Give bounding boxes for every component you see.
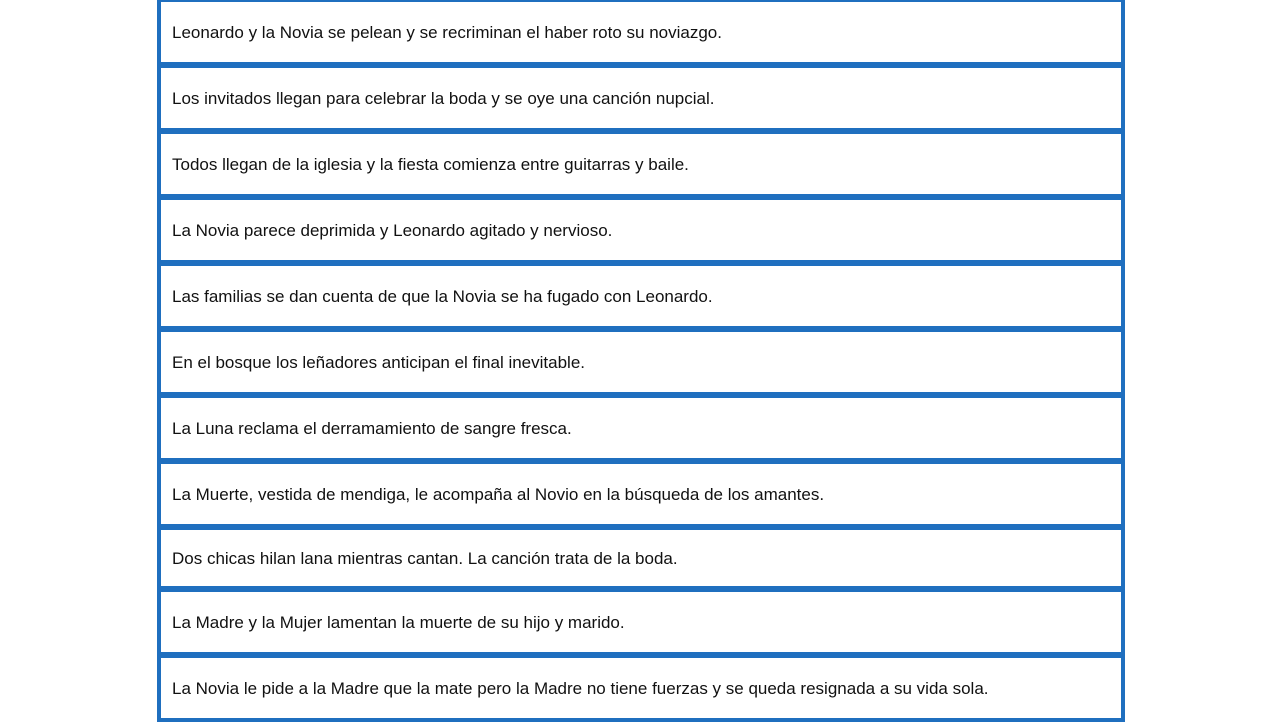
strip-3[interactable] (157, 130, 1125, 198)
strip-11[interactable] (157, 654, 1125, 722)
strip-text: Los invitados llegan para celebrar la boda y se oye una canción nupcial. (172, 89, 715, 108)
strip-9[interactable] (157, 526, 1125, 590)
sorting-strips-board (157, 0, 1125, 720)
strip-2[interactable] (157, 64, 1125, 132)
strip-6[interactable] (157, 328, 1125, 396)
strip-5[interactable] (157, 262, 1125, 330)
strip-text: Todos llegan de la iglesia y la fiesta comienza entre guitarras y baile. (172, 155, 689, 174)
strip-1[interactable] (157, 0, 1125, 66)
strip-text: La Luna reclama el derramamiento de sangre fresca. (172, 419, 572, 438)
strip-text: La Madre y la Mujer lamentan la muerte de su hijo y marido. (172, 613, 625, 632)
strip-text: La Novia parece deprimida y Leonardo agitado y nervioso. (172, 221, 613, 240)
strip-4[interactable] (157, 196, 1125, 264)
strip-text: Leonardo y la Novia se pelean y se recriminan el haber roto su noviazgo. (172, 23, 722, 42)
strip-7[interactable] (157, 394, 1125, 462)
strip-text: En el bosque los leñadores anticipan el final inevitable. (172, 353, 585, 372)
strip-8[interactable] (157, 460, 1125, 528)
strip-text: La Novia le pide a la Madre que la mate pero la Madre no tiene fuerzas y se queda resignada a su vida sola. (172, 679, 989, 698)
strip-text: Dos chicas hilan lana mientras cantan. La canción trata de la boda. (172, 549, 678, 568)
strip-10[interactable] (157, 588, 1125, 656)
strip-text: La Muerte, vestida de mendiga, le acompaña al Novio en la búsqueda de los amantes. (172, 485, 825, 504)
strip-text: Las familias se dan cuenta de que la Novia se ha fugado con Leonardo. (172, 287, 713, 306)
